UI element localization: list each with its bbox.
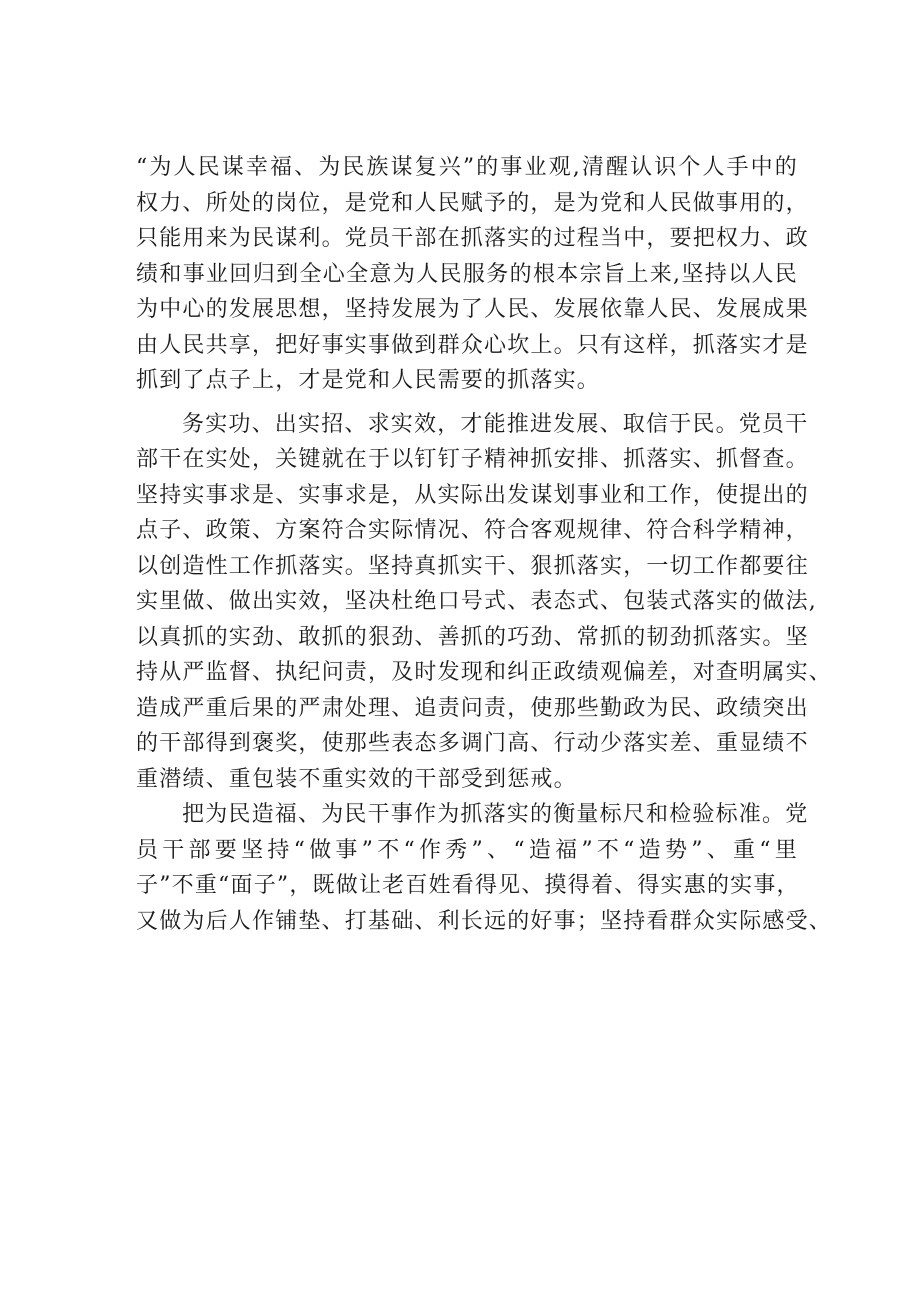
body-text xyxy=(136,150,833,939)
paragraph-gap xyxy=(136,399,798,407)
text-line: 为中心的发展思想，坚持发展为了人民、发展依靠人民、发展成果 xyxy=(136,297,809,322)
paragraph-2 xyxy=(136,407,833,798)
text-line: 以真抓的实劲、敢抓的狠劲、善抓的巧劲、常抓的韧劲抓落实。坚 xyxy=(136,624,809,650)
text-line: 造成严重后果的严肃处理、追责问责，使那些勤政为民、政绩突出 xyxy=(136,695,809,721)
text-line: 权力、所处的岗位，是党和人民赋予的，是为党和人民做事用的， xyxy=(136,190,809,216)
text-line: 抓到了点子上，才是党和人民需要的抓落实。 xyxy=(136,368,601,393)
text-line: 绩和事业回归到全心全意为人民服务的根本宗旨上来,坚持以人民 xyxy=(136,261,798,287)
text-line: 又做为后人作铺垫、打基础、利长远的好事；坚持看群众实际感受、 xyxy=(136,908,833,934)
text-line: 务实功、出实招、求实效，才能推进发展、取信于民。党员干 xyxy=(182,411,809,437)
text-line: 坚持实事求是、实事求是，从实际出发谋划事业和工作，使提出的 xyxy=(136,482,809,508)
text-line: 子”不重“面子”，既做让老百姓看得见、摸得着、得实惠的实事， xyxy=(136,873,800,898)
text-line: 由人民共享，把好事实事做到群众心坎上。只有这样，抓落实才是 xyxy=(136,332,809,358)
text-line: 重潜绩、重包装不重实效的干部受到惩戒。 xyxy=(136,766,577,792)
text-line: 实里做、做出实效，坚决杜绝口号式、表态式、包装式落实的做法, xyxy=(136,589,817,614)
text-line: 把为民造福、为民干事作为抓落实的衡量标尺和检验标准。党 xyxy=(182,802,809,827)
text-line: 只能用来为民谋利。党员干部在抓落实的过程当中，要把权力、政 xyxy=(136,226,809,251)
text-line: 点子、政策、方案符合实际情况、符合客观规律、符合科学精神， xyxy=(136,518,809,543)
paragraph-3 xyxy=(136,797,833,939)
text-line: 以创造性工作抓落实。坚持真抓实干、狠抓落实，一切工作都要往 xyxy=(136,553,809,579)
paragraph-1 xyxy=(136,150,809,399)
text-line: 部干在实处，关键就在于以钉钉子精神抓安排、抓落实、抓督查。 xyxy=(136,447,809,472)
text-line: “为人民谋幸福、为民族谋复兴”的事业观,清醒认识个人手中的 xyxy=(136,155,798,180)
text-line: 持从严监督、执纪问责，及时发现和纠正政绩观偏差，对查明属实、 xyxy=(136,660,833,685)
text-line: 员干部要坚持“做事”不“作秀”、“造福”不“造势”、重“里 xyxy=(136,837,798,863)
text-line: 的干部得到褒奖，使那些表态多调门高、行动少落实差、重显绩不 xyxy=(136,731,809,756)
